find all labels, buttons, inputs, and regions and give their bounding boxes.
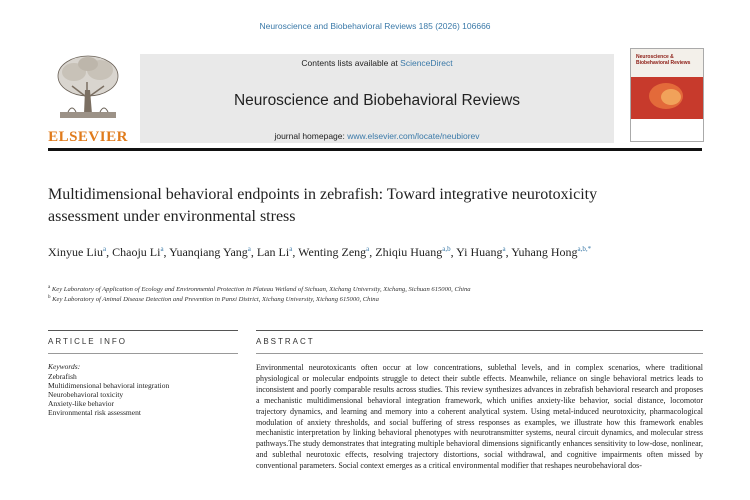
author-affiliation-marker[interactable]: a [247,245,251,253]
author-name[interactable]: Xinyue Liu [48,245,103,259]
journal-cover-image[interactable] [630,48,704,142]
cover-footer [631,119,703,141]
author-name[interactable]: Zhiqiu Huang [375,245,443,259]
sciencedirect-link[interactable]: ScienceDirect [400,58,453,68]
citation-line[interactable]: Neuroscience and Biobehavioral Reviews 185 (2026) 106666 [259,21,491,31]
journal-info-panel [140,54,614,143]
affiliation-marker: b [48,295,51,300]
contents-line [140,58,614,68]
article-info-heading: ARTICLE INFO [48,337,127,346]
contents-prefix: Contents lists available at [301,58,401,68]
elsevier-tree-icon [54,52,122,124]
keyword-item: Environmental risk assessment [48,408,141,417]
homepage-link[interactable]: www.elsevier.com/locate/neubiorev [347,131,480,141]
author-name[interactable]: Chaoju Li [112,245,161,259]
author-name[interactable]: Lan Li [256,245,290,259]
abstract-rule-lower [256,353,703,354]
keyword-item: Neurobehavioral toxicity [48,390,124,399]
journal-masthead [48,46,702,146]
author-affiliation-marker[interactable]: a [103,245,107,253]
author-affiliation-marker[interactable]: a,b,* [577,245,592,253]
author-affiliation-marker[interactable]: a [160,245,164,253]
author-affiliation-marker[interactable]: a [289,245,293,253]
cover-title: Neuroscience & Biobehavioral Reviews [636,54,691,66]
abstract-rule [256,330,703,331]
abstract-heading: ABSTRACT [256,337,315,346]
publisher-logo-text: ELSEVIER [48,129,128,145]
author-affiliation-marker[interactable]: a [502,245,506,253]
author-affiliation-marker[interactable]: a,b [442,245,451,253]
author-name[interactable]: Yuanqiang Yang [169,245,248,259]
keyword-item: Multidimensional behavioral integration [48,381,170,390]
author-name[interactable]: Yuhang Hong [511,245,578,259]
article-info-rule [48,330,238,331]
author-name[interactable]: Wenting Zeng [298,245,367,259]
keyword-item: Anxiety-like behavior [48,399,115,408]
affiliation-text: Key Laboratory of Animal Disease Detection and Prevention in Panxi District, Xichang University, Xichang 615000, China [52,296,379,304]
affiliation-text: Key Laboratory of Application of Ecology and Environmental Protection in Plateau Wetland of Sichuan, Xichang University, Xichang, Sichuan 615000, China [51,286,471,294]
abstract-text: Environmental neurotoxicants often occur at low concentrations, sublethal levels, and in complex scenarios, where traditional physiological or molecular endpoints struggle to detect their subtle effects. Meanwhile, reliance on single behavioral metrics leads to inconsistent and poorly comparable results across studies. This review synthesizes advances in zebrafish behavioral research and proposes a mechanistic multidimensional behavioral integration framework, which unifies anxiety-like behavior, social distance, locomotor trajectory dynamics, and learning and memory into a coherent analytical system. Using metal-induced neurotoxicity, pharmacological modulation of anxiety thresholds, and social buffering of stress responses as examples, we illustrate how this framework enables mechanistic interpretation by linking behavioral phenotypes with neurotransmitter systems, neural circuit dynamics, and molecular stress pathways.The study demonstrates that integrating multiple behavioral dimensions significantly enhances sensitivity to low-dose, nonlinear, and sublethal neurotoxic effects, resolving trajectory distortions, social withdrawal, and cognitive impairments often missed by conventional parameters. Social context emerges as a critical environmental modifier that reshapes neurobehavioral dos- [256,363,703,471]
author-affiliation-marker[interactable]: a [366,245,370,253]
homepage-line [140,131,614,141]
affiliation-marker: a [48,285,51,290]
article-info-rule-lower [48,353,238,354]
author-list: Xinyue Liu$^a$, Chaoju Li$^a$, Yuanqiang Yang$^a$, Lan Li$^a$, Wenting Zeng$^a$, Zhiqiu Huang$^{a,b}$, Yi Huang$^a$, Yuhang Hong$^{a,b,*}$ [48,245,592,259]
article-title: Multidimensional behavioral endpoints in zebrafish: Toward integrative neurotoxicity assessment under environmental stress [48,186,598,225]
header-rule [48,148,702,151]
keywords-list [48,372,248,417]
homepage-prefix: journal homepage: [274,131,348,141]
author-name[interactable]: Yi Huang [456,245,503,259]
cover-graphic-highlight [661,89,681,105]
journal-title[interactable]: Neuroscience and Biobehavioral Reviews [233,92,521,109]
keywords-label: Keywords: [48,362,81,371]
keyword-item: Zebrafish [48,372,77,381]
affiliation-a [48,285,688,293]
affiliation-b [48,295,688,303]
elsevier-logo[interactable] [48,52,126,146]
